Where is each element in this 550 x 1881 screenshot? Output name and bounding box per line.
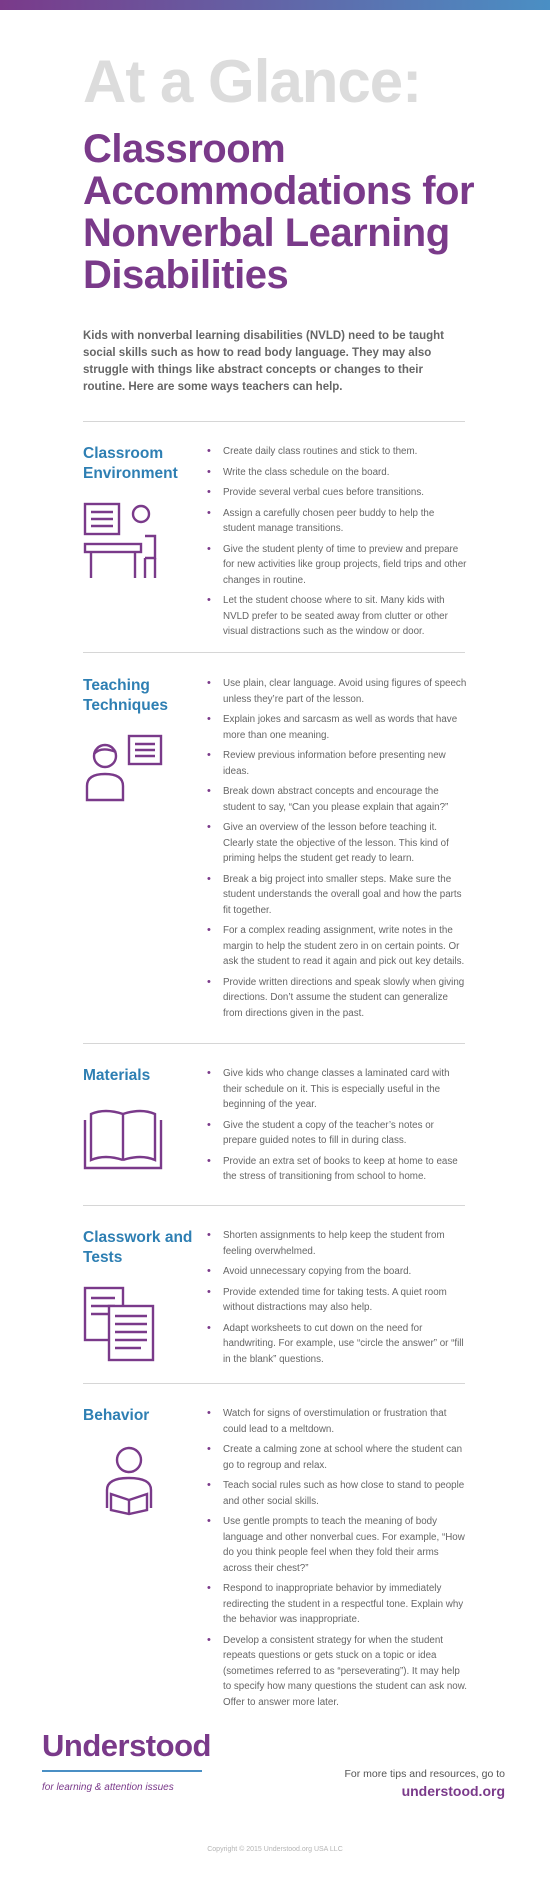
list-item: • Break down abstract concepts and encourage the student to say, “Can you please explain that again?” xyxy=(205,784,467,815)
divider xyxy=(83,652,465,653)
book-icon xyxy=(83,1106,163,1175)
intro-paragraph: Kids with nonverbal learning disabilities (NVLD) need to be taught social skills such as how to read body language. They may also struggle with things like abstract concepts or changes to their routine. Here are some ways teachers can help. xyxy=(83,330,445,393)
copyright-text: Copyright © 2015 Understood.org USA LLC xyxy=(207,1846,343,1853)
understood-logo[interactable]: Understood xyxy=(42,1728,211,1763)
page-subtitle: Classroom Accommodations for Nonverbal Learning Disabilities xyxy=(83,127,475,297)
divider xyxy=(83,1205,465,1206)
list-item: • Avoid unnecessary copying from the board. xyxy=(205,1264,467,1280)
list-item: • Review previous information before presenting new ideas. xyxy=(205,748,467,779)
list-item: • Provide written directions and speak slowly when giving directions. Don’t assume the student can generalize from directions given in the past. xyxy=(205,975,467,1022)
section-title: Behavior xyxy=(83,1407,150,1424)
list-item: • Use plain, clear language. Avoid using figures of speech unless they’re part of the lesson. xyxy=(205,676,467,707)
list-item: • Provide an extra set of books to keep at home to ease the stress of transitioning from school to home. xyxy=(205,1154,467,1185)
bullet-list xyxy=(205,1228,467,1372)
section-materials xyxy=(83,1066,468,1196)
list-item: • Use gentle prompts to teach the meaning of body language and other nonverbal cues. For example, “How do you think people feel when they fold their arms across their chest?” xyxy=(205,1514,467,1576)
list-item: • Explain jokes and sarcasm as well as words that have more than one meaning. xyxy=(205,712,467,743)
list-item: • Assign a carefully chosen peer buddy to help the student manage transitions. xyxy=(205,506,467,537)
section-title: Materials xyxy=(83,1067,151,1084)
list-item: • Develop a consistent strategy for when the student repeats questions or gets stuck on a topic or idea (sometimes referred to as “perseverating”). It may help to specify how many questions the student can ask now. Offer to answer more later. xyxy=(205,1633,467,1711)
list-item: • Adapt worksheets to cut down on the need for handwriting. For example, use “circle the answer” or “fill in the blank” questions. xyxy=(205,1321,467,1368)
section-behavior xyxy=(83,1406,468,1706)
teacher-icon xyxy=(83,734,163,809)
bullet-list xyxy=(205,1066,467,1190)
bullet-list xyxy=(205,676,467,1026)
website-link[interactable]: understood.org xyxy=(401,1783,505,1799)
reading-student-icon xyxy=(101,1446,157,1521)
page-title: At a Glance: xyxy=(83,48,422,115)
section-classroom-environment xyxy=(83,444,468,644)
list-item: • Write the class schedule on the board. xyxy=(205,465,467,481)
list-item: • Break a big project into smaller steps. Make sure the student understands the overall goal and how the parts fit together. xyxy=(205,872,467,919)
divider xyxy=(83,421,465,422)
list-item: • Give the student plenty of time to preview and prepare for new activities like group projects, field trips and other changes in routine. xyxy=(205,542,467,589)
list-item: • Create daily class routines and stick to them. xyxy=(205,444,467,460)
section-classwork-and-tests xyxy=(83,1228,468,1368)
bullet-list xyxy=(205,444,467,645)
section-teaching-techniques xyxy=(83,676,468,1046)
list-item: • Shorten assignments to help keep the student from feeling overwhelmed. xyxy=(205,1228,467,1259)
desk-icon xyxy=(83,502,163,587)
list-item: • Provide several verbal cues before transitions. xyxy=(205,485,467,501)
list-item: • Give an overview of the lesson before teaching it. Clearly state the objective of the lesson. This kind of priming helps the student get ready to learn. xyxy=(205,820,467,867)
list-item: • Respond to inappropriate behavior by immediately redirecting the student in a respectful tone. Explain why the behavior was inappropriate. xyxy=(205,1581,467,1628)
logo-underline xyxy=(42,1770,202,1772)
section-title: Classwork and Tests xyxy=(83,1229,193,1266)
list-item: • Watch for signs of overstimulation or frustration that could lead to a meltdown. xyxy=(205,1406,467,1437)
documents-icon xyxy=(83,1286,159,1367)
list-item: • For a complex reading assignment, write notes in the margin to help the student zero in on certain points. Or ask the student to read it again and pick out key details. xyxy=(205,923,467,970)
section-title: Classroom Environment xyxy=(83,445,178,482)
section-title: Teaching Techniques xyxy=(83,677,168,714)
more-resources-text: For more tips and resources, go to xyxy=(344,1768,505,1780)
logo-tagline: for learning & attention issues xyxy=(42,1782,174,1793)
list-item: • Give kids who change classes a laminated card with their schedule on it. This is especially useful in the beginning of the year. xyxy=(205,1066,467,1113)
list-item: • Give the student a copy of the teacher’s notes or prepare guided notes to fill in during class. xyxy=(205,1118,467,1149)
list-item: • Provide extended time for taking tests. A quiet room without distractions may also help. xyxy=(205,1285,467,1316)
divider xyxy=(83,1383,465,1384)
bullet-list xyxy=(205,1406,467,1715)
list-item: • Let the student choose where to sit. Many kids with NVLD prefer to be seated away from clutter or other visual distractions such as the window or door. xyxy=(205,593,467,640)
divider xyxy=(83,1043,465,1044)
top-gradient-bar xyxy=(0,0,550,10)
list-item: • Teach social rules such as how close to stand to people and other social skills. xyxy=(205,1478,467,1509)
list-item: • Create a calming zone at school where the student can go to regroup and relax. xyxy=(205,1442,467,1473)
